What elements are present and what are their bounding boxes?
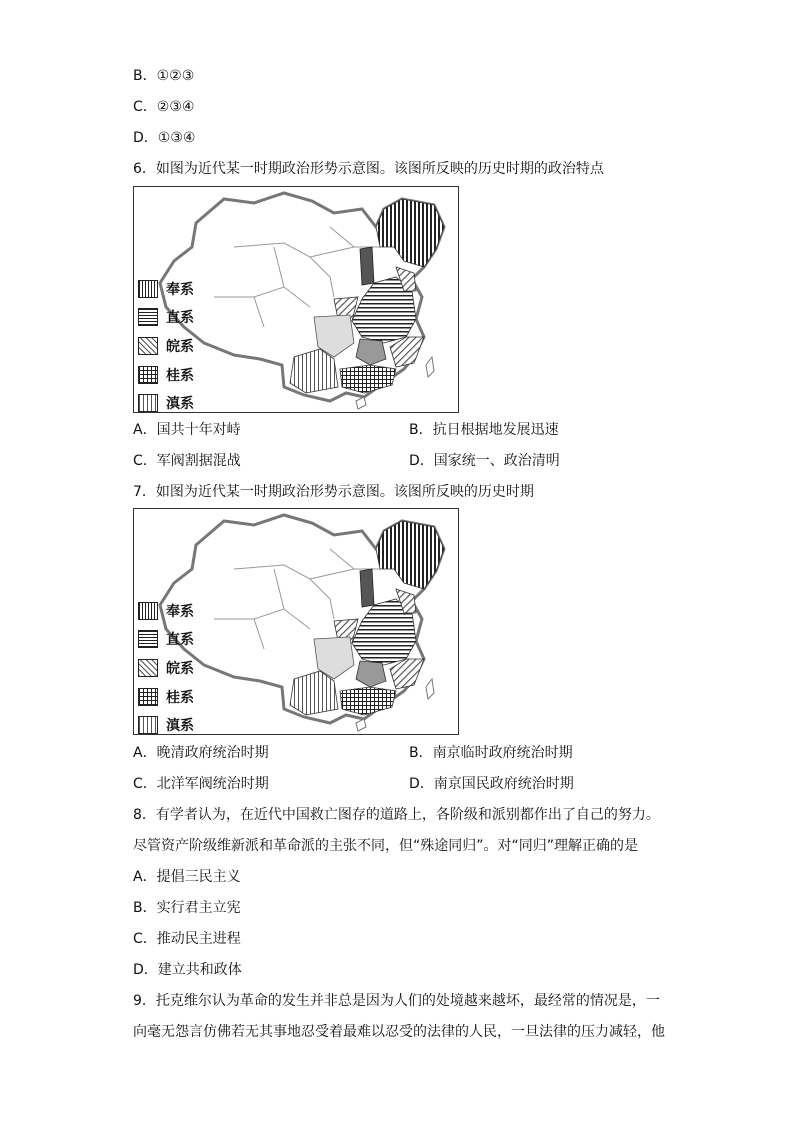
legend-label-dian: 滇系	[166, 396, 194, 412]
legend-zhi	[138, 305, 194, 329]
feng-swatch	[138, 602, 158, 620]
legend-label-feng: 奉系	[166, 282, 194, 298]
legend-label-wan: 皖系	[166, 339, 194, 355]
legend-dian	[138, 391, 194, 413]
legend-wan	[138, 656, 194, 680]
q6-option-b: B．抗日根据地发展迅速	[409, 422, 559, 438]
legend-gui	[138, 685, 194, 709]
q6-option-c: C．军阀割据混战	[133, 453, 241, 469]
dian-swatch	[138, 716, 158, 734]
gui-swatch	[138, 366, 158, 384]
q6-option-a: A．国共十年对峙	[133, 422, 241, 438]
dian-swatch	[138, 394, 158, 412]
legend-label-zhi: 直系	[166, 310, 194, 326]
q7-stem: 7．如图为近代某一时期政治形势示意图。该图所反映的历史时期	[133, 484, 534, 500]
q6-stem: 6．如图为近代某一时期政治形势示意图。该图所反映的历史时期的政治特点	[133, 161, 604, 177]
legend-zhi	[138, 627, 194, 651]
q6-option-d: D．国家统一、政治清明	[409, 453, 560, 469]
legend-label-gui: 桂系	[166, 368, 194, 384]
q8-option-b: B．实行君主立宪	[133, 900, 241, 916]
q8-option-d: D．建立共和政体	[133, 962, 242, 978]
legend-label-wan: 皖系	[166, 661, 194, 677]
zhi-swatch	[138, 630, 158, 648]
legend-label-feng: 奉系	[166, 604, 194, 620]
legend-label-gui: 桂系	[166, 690, 194, 706]
q9-line2: 向毫无怨言仿佛若无其事地忍受着最难以忍受的法律的人民，一旦法律的压力减轻，他	[133, 1024, 665, 1040]
q5-option-c: C．②③④	[133, 99, 195, 115]
q8-option-c: C．推动民主进程	[133, 931, 241, 947]
q5-option-d: D．①③④	[133, 130, 196, 146]
q8-stem-line2: 尽管资产阶级维新派和革命派的主张不同，但“殊途同归”。对“同归”理解正确的是	[133, 838, 639, 854]
q5-option-b: B．①②③	[133, 68, 195, 84]
q7-option-a: A．晚清政府统治时期	[133, 745, 269, 761]
q9-line1: 9．托克维尔认为革命的发生并非总是因为人们的处境越来越坏，最经常的情况是，一	[133, 993, 660, 1009]
q7-map	[133, 508, 459, 735]
legend-label-zhi: 直系	[166, 632, 194, 648]
q7-option-d: D．南京国民政府统治时期	[409, 776, 574, 792]
gui-swatch	[138, 688, 158, 706]
wan-swatch	[138, 659, 158, 677]
legend-feng	[138, 277, 194, 301]
q8-option-a: A．提倡三民主义	[133, 869, 241, 885]
legend-feng	[138, 599, 194, 623]
feng-swatch	[138, 280, 158, 298]
wan-swatch	[138, 337, 158, 355]
q6-map	[133, 186, 459, 413]
legend-label-dian: 滇系	[166, 718, 194, 734]
legend-dian	[138, 713, 194, 735]
zhi-swatch	[138, 308, 158, 326]
q7-option-b: B．南京临时政府统治时期	[409, 745, 573, 761]
q7-option-c: C．北洋军阀统治时期	[133, 776, 269, 792]
legend-wan	[138, 334, 194, 358]
q8-stem-line1: 8．有学者认为，在近代中国救亡图存的道路上，各阶级和派别都作出了自己的努力。	[133, 807, 660, 823]
legend-gui	[138, 363, 194, 387]
